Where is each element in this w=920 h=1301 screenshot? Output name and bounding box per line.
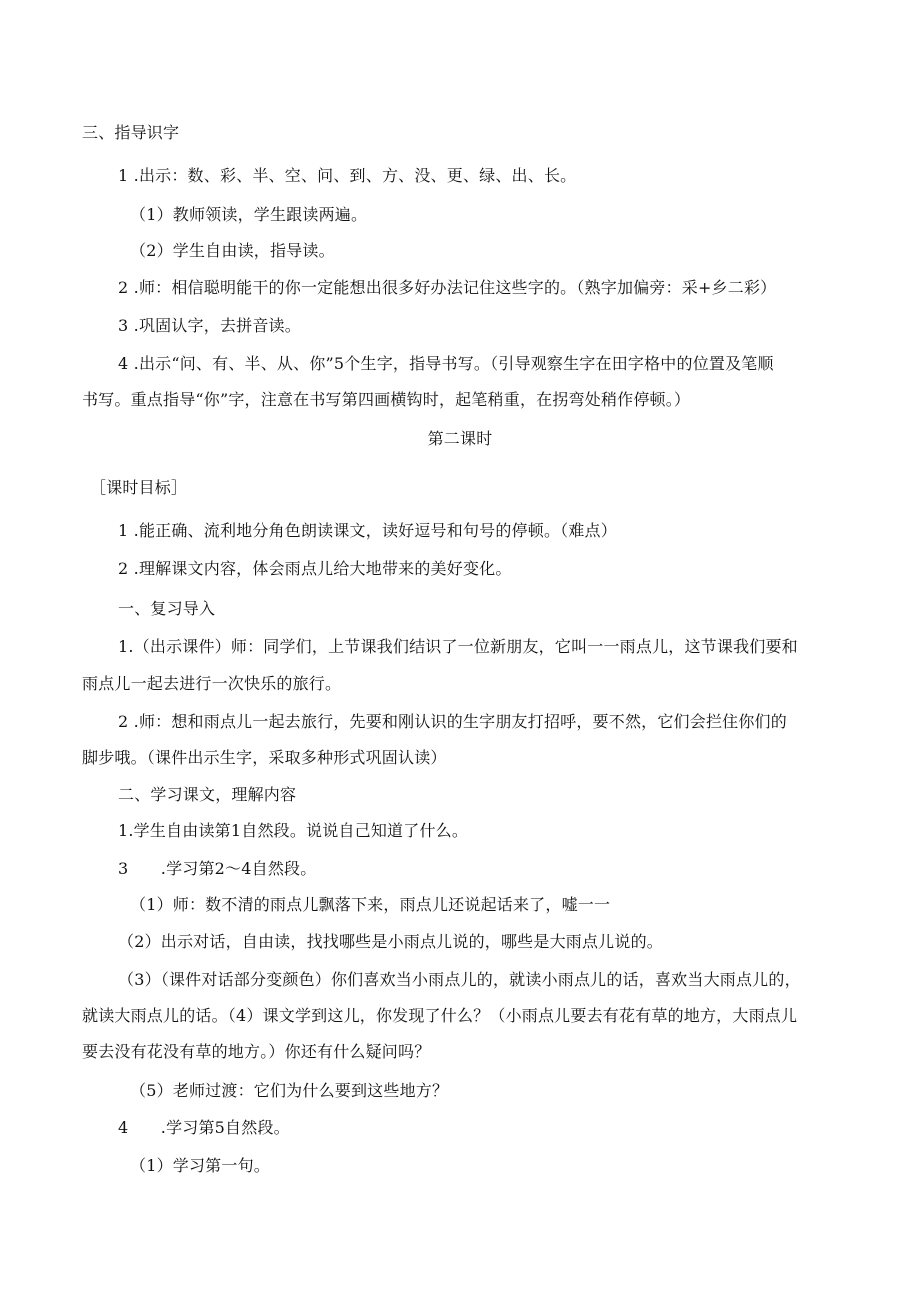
paragraph: （1）教师领读，学生跟读两遍。: [130, 205, 368, 224]
paragraph: 书写。重点指导“你”字，注意在书写第四画横钩时，起笔稍重，在拐弯处稍作停顿。）: [82, 390, 691, 409]
paragraph: 1 .能正确、流利地分角色朗读课文，读好逗号和句号的停顿。（难点）: [118, 521, 617, 540]
paragraph: 就读大雨点儿的话。（4）课文学到这儿，你发现了什么？（小雨点儿要去有花有草的地方，大雨点儿: [82, 1006, 798, 1025]
paragraph: 3 .学习第2～4自然段。: [118, 859, 317, 878]
paragraph: 1 .出示：数、彩、半、空、问、到、方、没、更、绿、出、长。: [118, 166, 577, 185]
paragraph: 1.（出示课件）师：同学们，上节课我们结识了一位新朋友，它叫一一雨点儿，这节课我们要和: [118, 637, 798, 656]
paragraph: 雨点儿一起去进行一次快乐的旅行。: [82, 674, 342, 693]
lesson-title: 第二课时: [427, 429, 493, 448]
paragraph: 脚步哦。（课件出示生字，采取多种形式巩固认读）: [82, 748, 447, 767]
paragraph: 1.学生自由读第1自然段。说说自己知道了什么。: [118, 821, 469, 840]
section-heading-review: 一、复习导入: [118, 599, 216, 618]
paragraph: 要去没有花没有草的地方。）你还有什么疑问吗？: [82, 1042, 431, 1061]
paragraph: 2 .师：相信聪明能干的你一定能想出很多好办法记住这些字的。（熟字加偏旁：采+乡二彩）: [118, 278, 777, 297]
paragraph: （1）学习第一句。: [130, 1156, 270, 1175]
section-heading-guide-literacy: 三、指导识字: [82, 123, 180, 142]
paragraph: 4 .出示“问、有、半、从、你”5个生字，指导书写。（引导观察生字在田字格中的位置及笔顺: [118, 354, 774, 373]
paragraph: （2）出示对话，自由读，找找哪些是小雨点儿说的，哪些是大雨点儿说的。: [118, 932, 663, 951]
paragraph: 2 .师：想和雨点儿一起去旅行，先要和刚认识的生字朋友打招呼，要不然，它们会拦住你们的: [118, 712, 787, 731]
section-heading-objectives: ［课时目标］: [90, 478, 188, 497]
paragraph: 4 .学习第5自然段。: [118, 1118, 290, 1137]
paragraph: （2）学生自由读，指导读。: [130, 241, 335, 260]
paragraph: （5）老师过渡：它们为什么要到这些地方？: [130, 1081, 449, 1100]
paragraph: 3 .巩固认字，去拼音读。: [118, 316, 301, 335]
section-heading-study-text: 二、学习课文，理解内容: [118, 785, 297, 804]
paragraph: 2 .理解课文内容，体会雨点儿给大地带来的美好变化。: [118, 559, 512, 578]
paragraph: （1）师：数不清的雨点儿飘落下来，雨点儿还说起话来了，嘘一一: [130, 895, 611, 914]
paragraph: （3）（课件对话部分变颜色）你们喜欢当小雨点儿的，就读小雨点儿的话，喜欢当大雨点儿的，: [118, 970, 801, 989]
